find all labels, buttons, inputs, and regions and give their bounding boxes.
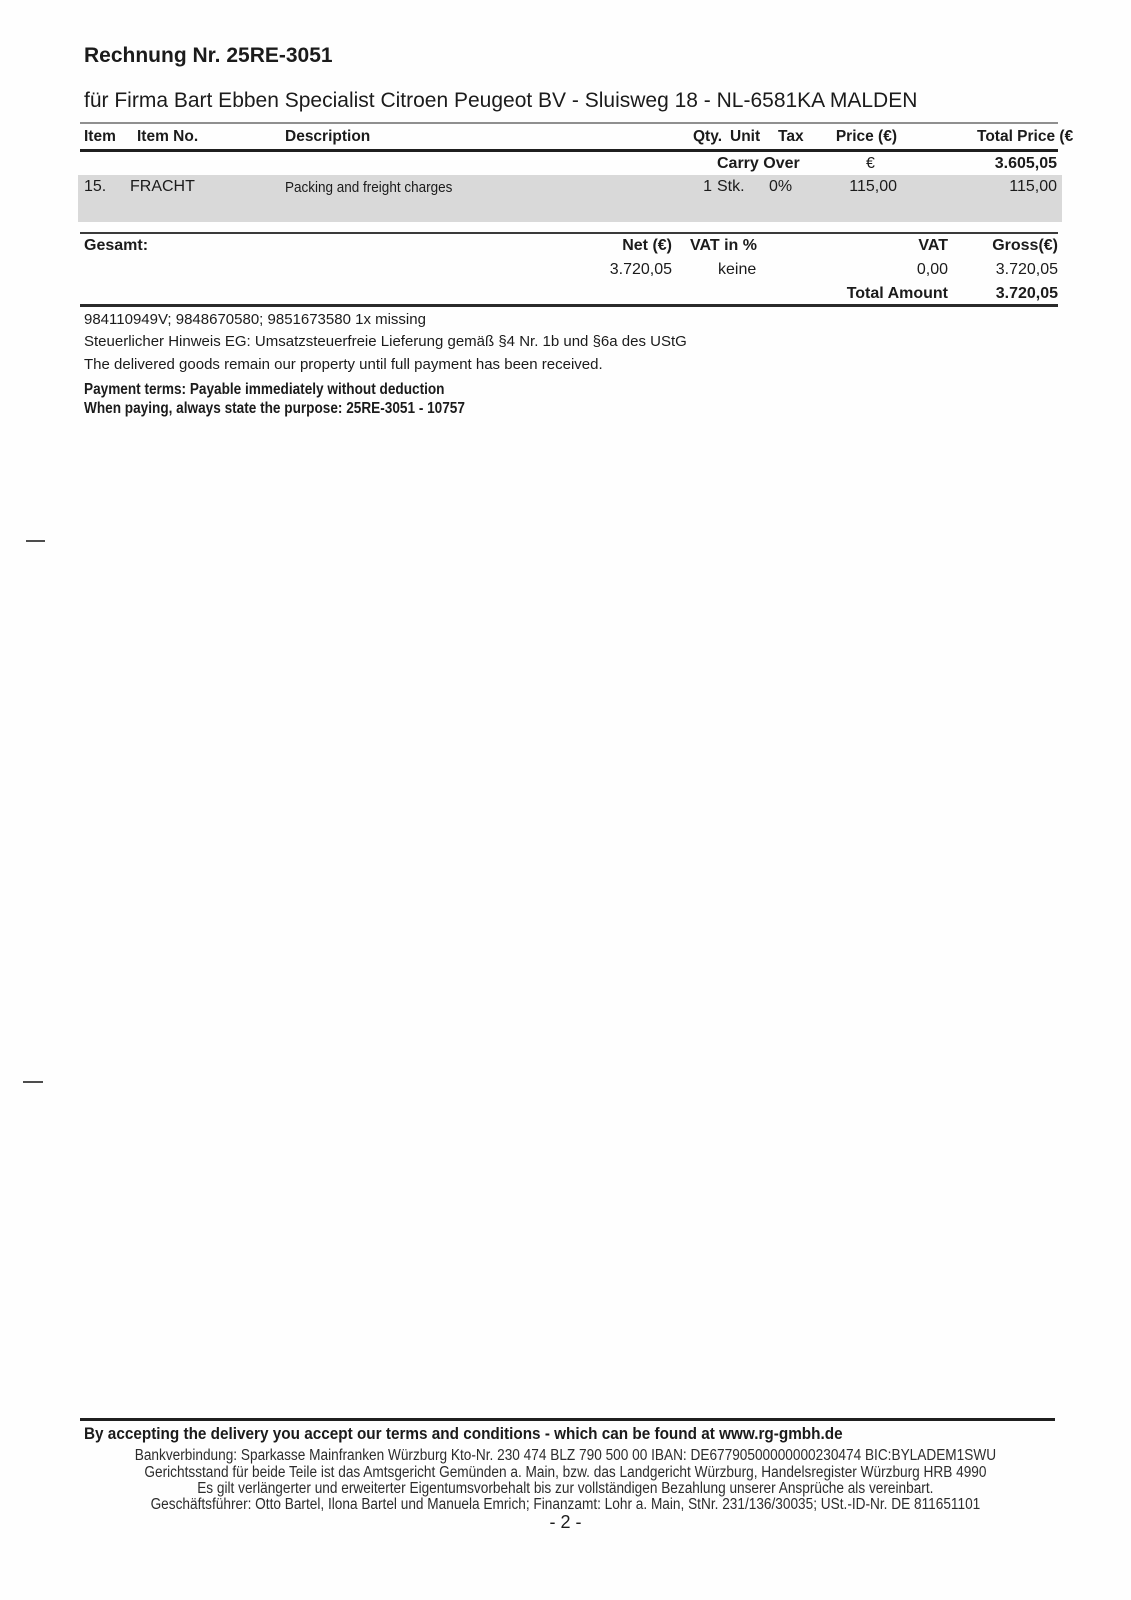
totals-vat-header: VAT xyxy=(918,237,948,254)
column-header-description: Description xyxy=(285,128,371,145)
fold-mark-upper xyxy=(26,540,45,542)
totals-bottom-rule xyxy=(80,304,1058,307)
footer-terms-text: By accepting the delivery you accept our terms and conditions - which can be found at www.rg-gmbh.de xyxy=(84,1424,843,1443)
column-header-total-price: Total Price (€ xyxy=(977,128,1074,145)
footer-terms-line xyxy=(84,1424,927,1444)
item-row-tax: 0% xyxy=(769,178,793,195)
column-header-item-no: Item No. xyxy=(137,128,199,145)
carry-over-amount: 3.605,05 xyxy=(994,155,1057,172)
column-header-item: Item xyxy=(84,128,116,145)
invoice-title: Rechnung Nr. 25RE-3051 xyxy=(84,44,333,67)
item-row-qty: 1 xyxy=(703,178,712,195)
item-row-total-price: 115,00 xyxy=(1009,178,1057,195)
payment-purpose-line xyxy=(84,400,532,418)
totals-vat-percent-value: keine xyxy=(718,261,757,278)
column-header-unit: Unit xyxy=(730,128,761,145)
carry-over-label: Carry Over xyxy=(717,155,800,172)
tax-note: Steuerlicher Hinweis EG: Umsatzsteuerfreie Lieferung gemäß §4 Nr. 1b und §6a des UStG xyxy=(84,333,687,350)
carry-over-currency: € xyxy=(866,155,875,172)
header-bottom-rule xyxy=(80,149,1058,152)
item-row-number: 15. xyxy=(84,178,107,195)
item-row-price: 115,00 xyxy=(849,178,897,195)
footer-court-text: Gerichtsstand für beide Teile ist das Amtsgericht Gemünden a. Main, bzw. das Landgericht Würzburg, Handelsregister Würzburg HRB 4990 xyxy=(144,1464,987,1481)
totals-net-value: 3.720,05 xyxy=(609,261,672,278)
retention-note: The delivered goods remain our property until full payment has been received. xyxy=(84,356,603,373)
item-row-shading xyxy=(78,175,1062,222)
footer-bank-text: Bankverbindung: Sparkasse Mainfranken Würzburg Kto-Nr. 230 474 BLZ 790 500 00 IBAN: DE67790500000000230474 BIC:BYLADEM1SWU xyxy=(134,1447,997,1464)
table-top-rule xyxy=(80,122,1058,124)
fold-mark-lower xyxy=(23,1081,43,1083)
footer-retention-text: Es gilt verlängerter und erweiterter Eigentumsvorbehalt bis zur vollständigen Bezahlung unserer Ansprüche als vereinbart. xyxy=(197,1480,934,1497)
footer-management-text: Geschäftsführer: Otto Bartel, Ilona Bartel und Manuela Emrich; Finanzamt: Lohr a. Main, StNr. 231/136/30035; USt.-ID-Nr. DE 811651101 xyxy=(150,1496,981,1513)
totals-gross-header: Gross(€) xyxy=(992,237,1058,254)
total-amount-label: Total Amount xyxy=(846,285,948,302)
payment-purpose-text: When paying, always state the purpose: 25RE-3051 - 10757 xyxy=(84,400,465,417)
footer-rule xyxy=(80,1418,1055,1421)
item-row-description-text: Packing and freight charges xyxy=(285,179,453,196)
totals-net-header: Net (€) xyxy=(622,237,672,254)
payment-terms-line xyxy=(84,381,508,399)
page-number: - 2 - xyxy=(549,1512,582,1532)
item-row-description xyxy=(285,179,471,196)
column-header-qty: Qty. xyxy=(693,128,722,145)
column-header-tax: Tax xyxy=(778,128,804,145)
totals-gross-value: 3.720,05 xyxy=(995,261,1058,278)
item-row-item-no: FRACHT xyxy=(130,178,195,195)
item-row-unit: Stk. xyxy=(717,178,745,195)
column-header-price: Price (€) xyxy=(835,128,897,145)
totals-vat-percent-header: VAT in % xyxy=(690,237,757,254)
totals-section-label: Gesamt: xyxy=(84,237,149,254)
total-amount-value: 3.720,05 xyxy=(995,285,1058,302)
payment-terms-text: Payment terms: Payable immediately without deduction xyxy=(84,381,445,398)
recipient-line: für Firma Bart Ebben Specialist Citroen Peugeot BV - Sluisweg 18 - NL-6581KA MALDEN xyxy=(84,89,918,112)
totals-top-rule xyxy=(80,232,1058,234)
totals-vat-value: 0,00 xyxy=(916,261,948,278)
footer-legal-line-bank xyxy=(0,1447,1131,1465)
reference-line: 984110949V; 9848670580; 9851673580 1x missing xyxy=(84,311,426,328)
